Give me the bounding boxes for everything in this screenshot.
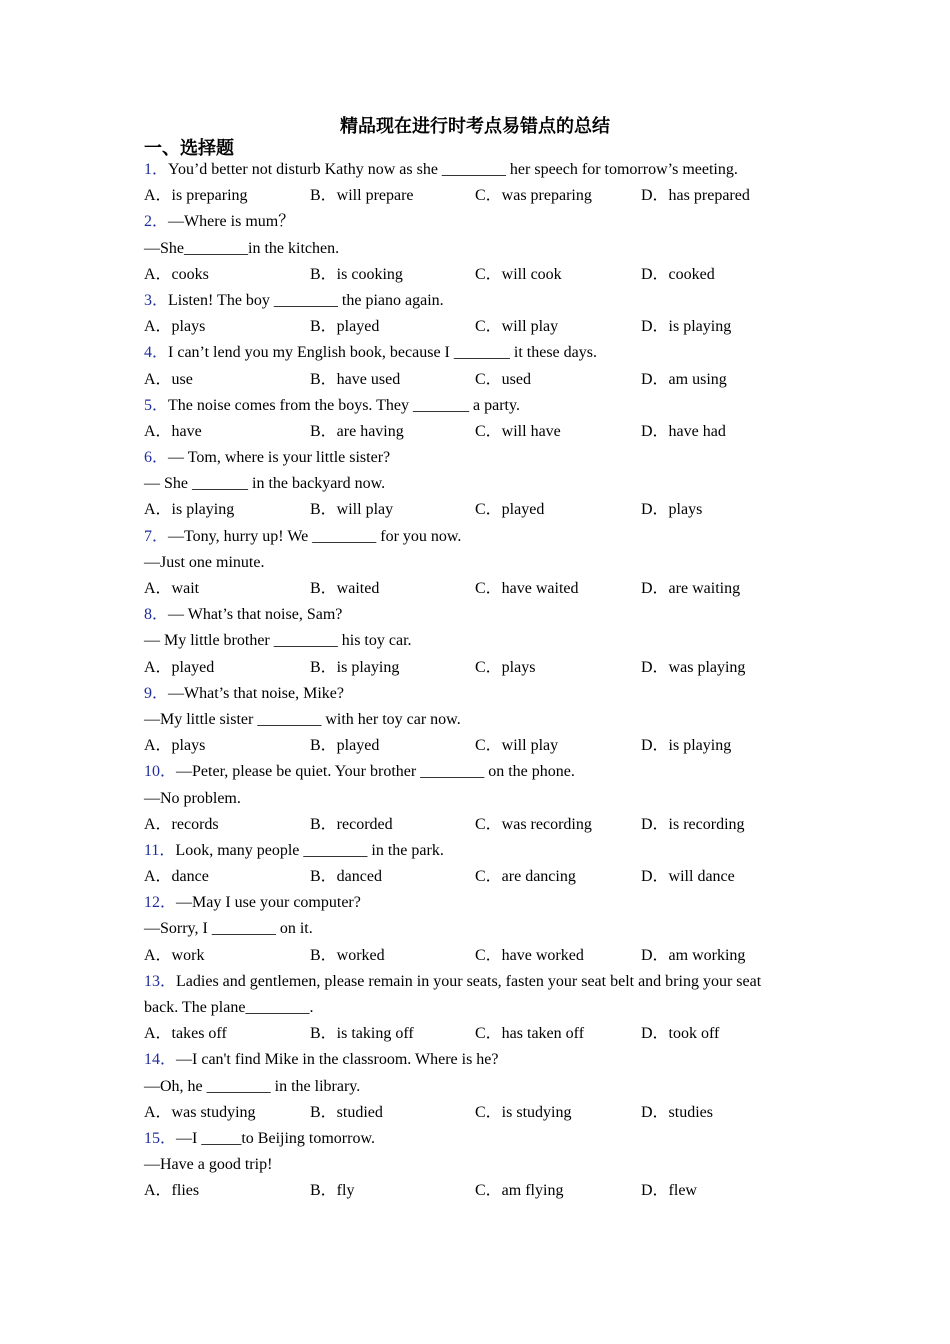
question-item	[144, 602, 804, 681]
option-a[interactable]: A．is preparing	[144, 187, 248, 205]
question-stem	[144, 969, 804, 995]
option-b[interactable]: B．is cooking	[310, 265, 403, 283]
question-continuation	[144, 995, 804, 1021]
option-c[interactable]: C．has taken off	[475, 1025, 585, 1043]
option-c[interactable]: C．will cook	[475, 265, 562, 283]
answer-options	[144, 183, 804, 209]
option-d[interactable]: D．am working	[641, 946, 746, 964]
question-continuation	[144, 236, 804, 262]
answer-options	[144, 262, 804, 288]
question-item	[144, 1126, 804, 1205]
option-d[interactable]: D．have had	[641, 422, 726, 440]
question-continuation	[144, 1074, 804, 1100]
question-continuation	[144, 707, 804, 733]
option-a[interactable]: A．dance	[144, 868, 209, 886]
question-text: — What’s that noise, Sam?	[168, 606, 343, 624]
option-b[interactable]: B．danced	[310, 868, 382, 886]
question-stem	[144, 681, 804, 707]
option-c[interactable]: C．have worked	[475, 946, 584, 964]
question-continuation	[144, 916, 804, 942]
question-stem	[144, 524, 804, 550]
question-text: —May I use your computer?	[176, 894, 361, 912]
question-item	[144, 838, 804, 890]
question-item	[144, 157, 804, 209]
question-text: —She________in the kitchen.	[144, 239, 340, 257]
question-item	[144, 681, 804, 760]
option-b[interactable]: B．will prepare	[310, 187, 414, 205]
question-text: —Peter, please be quiet. Your brother ________ on the phone.	[176, 763, 575, 781]
option-b[interactable]: B．played	[310, 737, 380, 755]
answer-options	[144, 419, 804, 445]
option-a[interactable]: A．use	[144, 370, 193, 388]
question-number: 5．	[144, 396, 169, 414]
question-item	[144, 340, 804, 392]
question-number: 7．	[144, 527, 169, 545]
question-text: The noise comes from the boys. They _______ a party.	[168, 396, 520, 414]
question-text: Listen! The boy ________ the piano again.	[168, 291, 444, 309]
question-number: 15．	[144, 1129, 177, 1147]
option-d[interactable]: D．plays	[641, 501, 703, 519]
question-text: You’d better not disturb Kathy now as she ________ her speech for tomorrow’s meeting.	[168, 161, 738, 178]
question-stem	[144, 1047, 804, 1073]
answer-options	[144, 497, 804, 523]
question-number: 13．	[144, 972, 177, 990]
question-number: 11．	[144, 841, 176, 859]
option-c[interactable]: C．played	[475, 501, 545, 519]
question-number: 12．	[144, 894, 177, 912]
option-d[interactable]: D．flew	[641, 1182, 697, 1200]
question-continuation	[144, 628, 804, 654]
option-a[interactable]: A．records	[144, 815, 219, 833]
option-a[interactable]: A．played	[144, 658, 215, 676]
option-d[interactable]: D．am using	[641, 370, 727, 388]
option-d[interactable]: D．is playing	[641, 318, 732, 336]
option-a[interactable]: A．flies	[144, 1182, 200, 1200]
question-number: 6．	[144, 449, 169, 467]
question-text: — My little brother ________ his toy car.	[144, 632, 412, 650]
question-list	[144, 157, 804, 1205]
question-text: —I can't find Mike in the classroom. Where is he?	[176, 1051, 499, 1069]
option-d[interactable]: D．will dance	[641, 868, 735, 886]
option-c[interactable]: C．am flying	[475, 1182, 564, 1200]
question-item	[144, 209, 804, 288]
question-item	[144, 288, 804, 340]
option-d[interactable]: D．are waiting	[641, 580, 741, 597]
option-c[interactable]: C．are dancing	[475, 868, 576, 886]
answer-options	[144, 576, 804, 602]
question-stem	[144, 393, 804, 419]
question-text: Ladies and gentlemen, please remain in your seats, fasten your seat belt and bring your seat	[176, 972, 762, 990]
question-stem	[144, 1126, 804, 1152]
section-heading: 一、选择题	[144, 138, 234, 159]
question-text: — She _______ in the backyard now.	[144, 475, 386, 493]
question-continuation	[144, 786, 804, 812]
question-number: 2．	[144, 213, 169, 231]
question-stem	[144, 445, 804, 471]
option-a[interactable]: A．work	[144, 946, 205, 964]
question-item	[144, 890, 804, 969]
option-d[interactable]: D．is recording	[641, 815, 745, 833]
option-a[interactable]: A．takes off	[144, 1025, 227, 1043]
question-item	[144, 1047, 804, 1126]
question-text: —Sorry, I ________ on it.	[144, 920, 313, 938]
option-c[interactable]: C．have waited	[475, 580, 579, 597]
option-d[interactable]: D．has prepared	[641, 187, 750, 205]
option-a[interactable]: A．is playing	[144, 501, 235, 519]
option-a[interactable]: A．have	[144, 422, 202, 440]
question-text: —Where is mum？	[168, 213, 295, 231]
question-stem	[144, 759, 804, 785]
option-a[interactable]: A．plays	[144, 318, 206, 336]
question-stem	[144, 890, 804, 916]
answer-options	[144, 367, 804, 393]
option-a[interactable]: A．was studying	[144, 1103, 256, 1121]
option-a[interactable]: A．plays	[144, 737, 206, 755]
question-text: — Tom, where is your little sister?	[168, 449, 391, 467]
answer-options	[144, 943, 804, 969]
option-c[interactable]: C．was preparing	[475, 187, 592, 205]
question-continuation	[144, 471, 804, 497]
option-c[interactable]: C．is studying	[475, 1103, 572, 1121]
answer-options	[144, 733, 804, 759]
question-text: —I _____to Beijing tomorrow.	[176, 1129, 375, 1147]
question-item	[144, 759, 804, 838]
question-continuation	[144, 550, 804, 576]
option-a[interactable]: A．cooks	[144, 265, 209, 283]
question-stem	[144, 838, 804, 864]
question-number: 8．	[144, 606, 169, 624]
question-number: 1．	[144, 161, 169, 178]
option-c[interactable]: C．will have	[475, 422, 561, 440]
question-continuation	[144, 1152, 804, 1178]
option-c[interactable]: C．plays	[475, 658, 536, 676]
option-b[interactable]: B．worked	[310, 946, 385, 964]
option-b[interactable]: B．studied	[310, 1103, 383, 1121]
option-b[interactable]: B．played	[310, 318, 380, 336]
question-text: —Oh, he ________ in the library.	[144, 1077, 361, 1095]
option-b[interactable]: B．have used	[310, 370, 401, 388]
question-stem	[144, 340, 804, 366]
question-text: —Have a good trip!	[144, 1156, 273, 1174]
option-b[interactable]: B．fly	[310, 1182, 355, 1200]
question-text: I can’t lend you my English book, because I _______ it these days.	[168, 344, 597, 362]
question-item	[144, 969, 804, 1048]
option-b[interactable]: B．waited	[310, 580, 380, 597]
question-text: back. The plane________.	[144, 999, 314, 1016]
answer-options	[144, 864, 804, 890]
option-d[interactable]: D．cooked	[641, 265, 715, 283]
answer-options	[144, 812, 804, 838]
question-number: 9．	[144, 684, 169, 702]
question-text: —Just one minute.	[144, 553, 265, 571]
answer-options	[144, 655, 804, 681]
question-stem	[144, 602, 804, 628]
question-item	[144, 393, 804, 445]
answer-options	[144, 1178, 804, 1204]
question-text: —No problem.	[144, 789, 241, 807]
option-d[interactable]: D．was playing	[641, 658, 746, 676]
question-text: —Tony, hurry up! We ________ for you now.	[168, 527, 462, 545]
option-b[interactable]: B．are having	[310, 422, 404, 440]
question-number: 4．	[144, 344, 169, 362]
option-c[interactable]: C．was recording	[475, 815, 592, 833]
question-number: 10．	[144, 763, 177, 781]
option-d[interactable]: D．studies	[641, 1103, 714, 1121]
option-c[interactable]: C．used	[475, 370, 532, 388]
question-item	[144, 524, 804, 603]
option-d[interactable]: D．is playing	[641, 737, 732, 755]
option-d[interactable]: D．took off	[641, 1025, 720, 1043]
question-text: —My little sister ________ with her toy car now.	[144, 710, 461, 728]
option-c[interactable]: C．will play	[475, 318, 559, 336]
question-stem	[144, 288, 804, 314]
question-number: 3．	[144, 291, 169, 309]
option-b[interactable]: B．is taking off	[310, 1025, 414, 1043]
answer-options	[144, 1021, 804, 1047]
answer-options	[144, 314, 804, 340]
question-text: —What’s that noise, Mike?	[168, 684, 344, 702]
question-text: Look, many people ________ in the park.	[175, 841, 444, 859]
question-number: 14．	[144, 1051, 177, 1069]
page-title: 精品现在进行时考点易错点的总结	[340, 116, 610, 137]
question-stem	[144, 157, 804, 183]
option-b[interactable]: B．will play	[310, 501, 394, 519]
question-stem	[144, 209, 804, 235]
option-b[interactable]: B．is playing	[310, 658, 400, 676]
option-b[interactable]: B．recorded	[310, 815, 393, 833]
answer-options	[144, 1100, 804, 1126]
option-c[interactable]: C．will play	[475, 737, 559, 755]
question-item	[144, 445, 804, 524]
option-a[interactable]: A．wait	[144, 580, 200, 597]
